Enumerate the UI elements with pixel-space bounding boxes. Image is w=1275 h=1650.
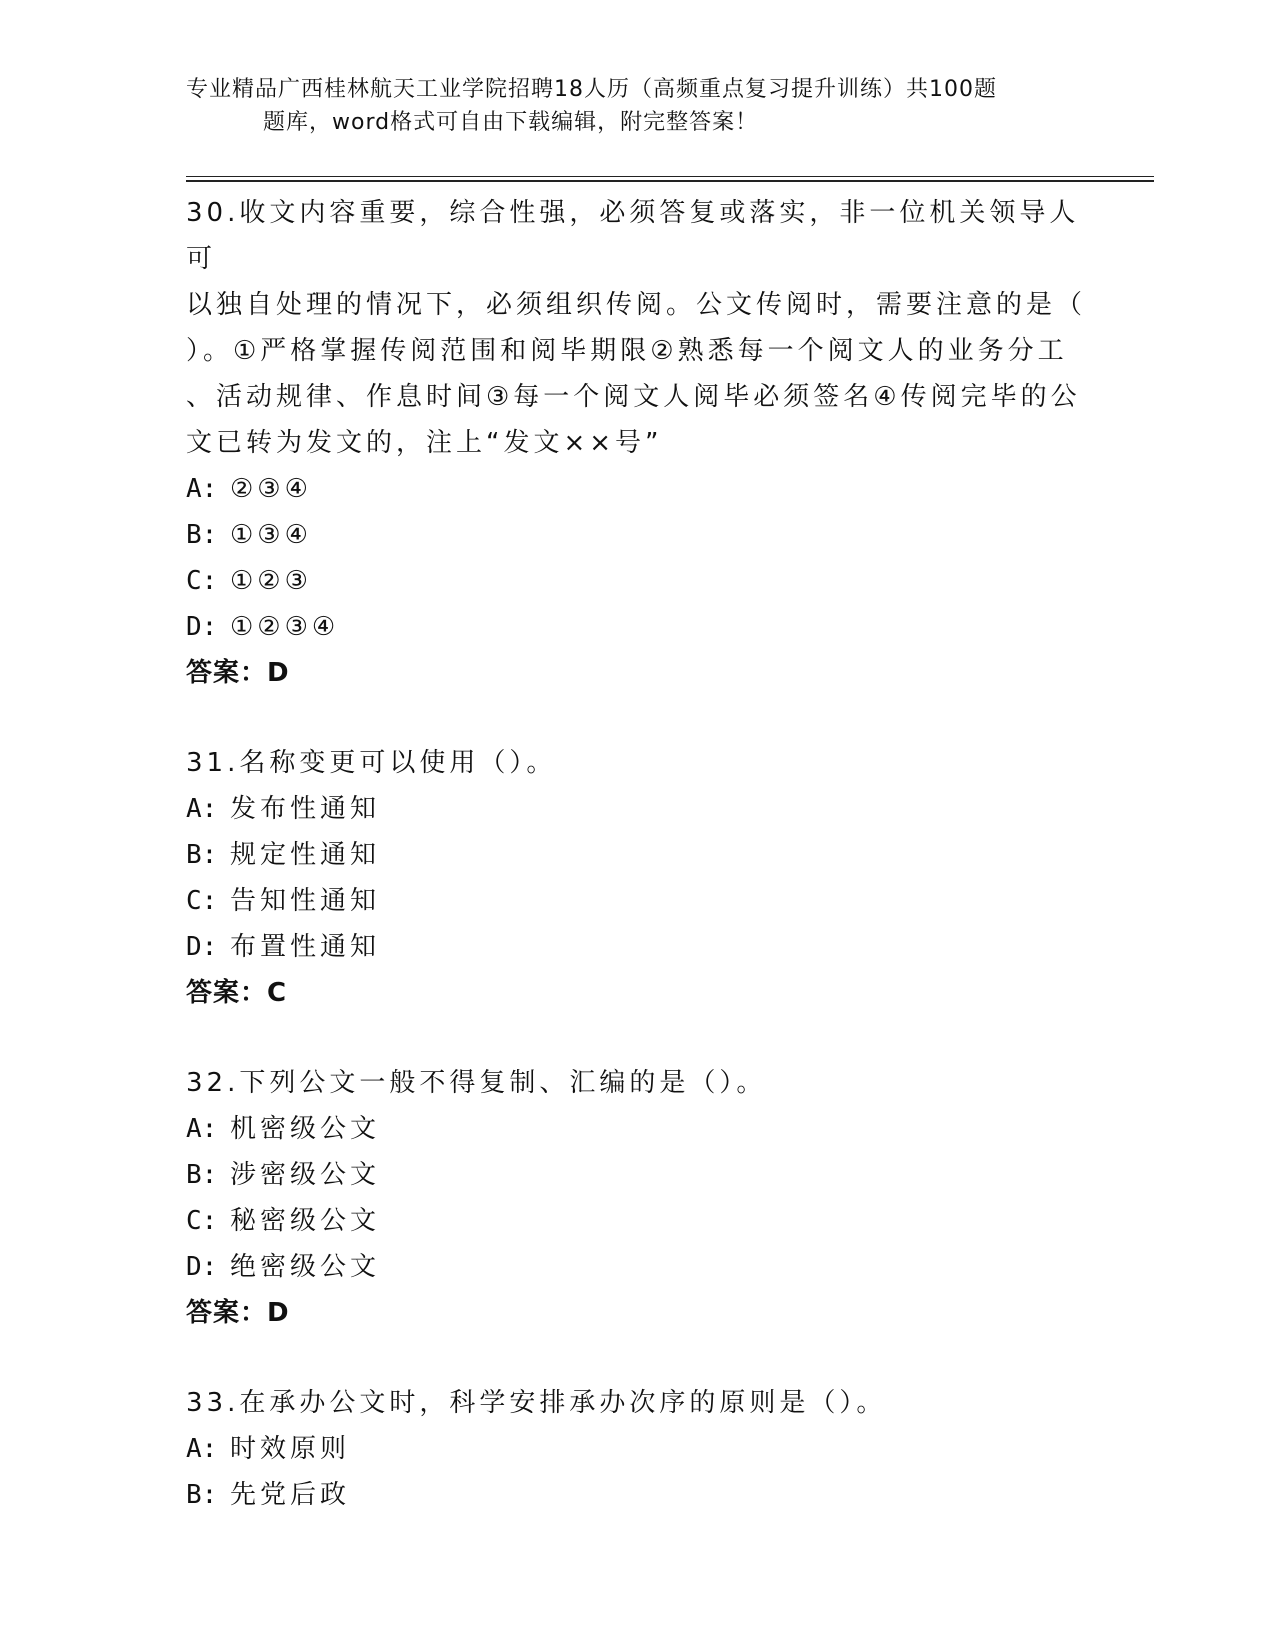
option-text: 告知性通知 bbox=[230, 886, 381, 916]
option-letter: D: bbox=[186, 1252, 218, 1282]
option-text: 布置性通知 bbox=[230, 932, 381, 962]
option-letter: C: bbox=[186, 886, 218, 916]
question-32 bbox=[186, 1060, 1086, 1336]
option-letter: A: bbox=[186, 474, 218, 504]
question-text-line: ）。①严格掌握传阅范围和阅毕期限②熟悉每一个阅文人的业务分工 bbox=[186, 336, 1068, 366]
option-a bbox=[186, 466, 1086, 512]
option-text: ①②③ bbox=[230, 566, 312, 596]
option-text: 秘密级公文 bbox=[230, 1206, 381, 1236]
option-text: ①③④ bbox=[230, 520, 312, 550]
option-d bbox=[186, 924, 1086, 970]
question-spacer bbox=[186, 696, 1086, 740]
option-b bbox=[186, 512, 1086, 558]
option-letter: A: bbox=[186, 1434, 218, 1464]
option-letter: D: bbox=[186, 612, 218, 642]
question-33 bbox=[186, 1380, 1086, 1518]
question-text-line: 33.在承办公文时，科学安排承办次序的原则是（）。 bbox=[186, 1388, 887, 1418]
option-text: 绝密级公文 bbox=[230, 1252, 381, 1282]
question-text-line: 32.下列公文一般不得复制、汇编的是（）。 bbox=[186, 1068, 767, 1098]
header-divider-thick bbox=[186, 180, 1154, 182]
option-letter: B: bbox=[186, 840, 218, 870]
option-text: 规定性通知 bbox=[230, 840, 381, 870]
option-b bbox=[186, 1472, 1086, 1518]
question-text-line: 、活动规律、作息时间③每一个阅文人阅毕必须签名④传阅完毕的公 bbox=[186, 382, 1081, 412]
option-a bbox=[186, 1426, 1086, 1472]
option-letter: B: bbox=[186, 520, 218, 550]
question-text-line: 文已转为发文的，注上“发文××号” bbox=[186, 428, 663, 458]
option-letter: A: bbox=[186, 794, 218, 824]
option-letter: D: bbox=[186, 932, 218, 962]
question-text-line: 30.收文内容重要，综合性强，必须答复或落实，非一位机关领导人可 bbox=[186, 198, 1080, 274]
option-letter: A: bbox=[186, 1114, 218, 1144]
option-text: 时效原则 bbox=[230, 1434, 351, 1464]
option-text: 发布性通知 bbox=[230, 794, 381, 824]
option-letter: C: bbox=[186, 1206, 218, 1236]
document-header bbox=[186, 73, 1086, 139]
option-d bbox=[186, 604, 1086, 650]
header-divider-thin bbox=[186, 176, 1154, 177]
option-a bbox=[186, 786, 1086, 832]
option-c bbox=[186, 558, 1086, 604]
option-c bbox=[186, 1198, 1086, 1244]
option-a bbox=[186, 1106, 1086, 1152]
answer-line: 答案：C bbox=[186, 978, 288, 1008]
option-text: ①②③④ bbox=[230, 612, 340, 642]
header-title-line-1: 专业精品广西桂林航天工业学院招聘18人历（高频重点复习提升训练）共100题 bbox=[186, 77, 997, 102]
question-spacer bbox=[186, 1336, 1086, 1380]
question-spacer bbox=[186, 1016, 1086, 1060]
option-d bbox=[186, 1244, 1086, 1290]
option-text: ②③④ bbox=[230, 474, 312, 504]
option-text: 先党后政 bbox=[230, 1480, 351, 1510]
question-30 bbox=[186, 190, 1086, 696]
question-31 bbox=[186, 740, 1086, 1016]
question-text-line: 31.名称变更可以使用（）。 bbox=[186, 748, 557, 778]
answer-line: 答案：D bbox=[186, 1298, 290, 1328]
option-b bbox=[186, 832, 1086, 878]
option-c bbox=[186, 878, 1086, 924]
answer-line: 答案：D bbox=[186, 658, 290, 688]
option-text: 涉密级公文 bbox=[230, 1160, 381, 1190]
question-list bbox=[186, 190, 1086, 1518]
question-text-line: 以独自处理的情况下，必须组织传阅。公文传阅时，需要注意的是（ bbox=[186, 290, 1087, 320]
option-text: 机密级公文 bbox=[230, 1114, 381, 1144]
option-letter: B: bbox=[186, 1480, 218, 1510]
option-b bbox=[186, 1152, 1086, 1198]
option-letter: B: bbox=[186, 1160, 218, 1190]
option-letter: C: bbox=[186, 566, 218, 596]
header-title-line-2: 题库，word格式可自由下载编辑，附完整答案！ bbox=[263, 110, 759, 135]
